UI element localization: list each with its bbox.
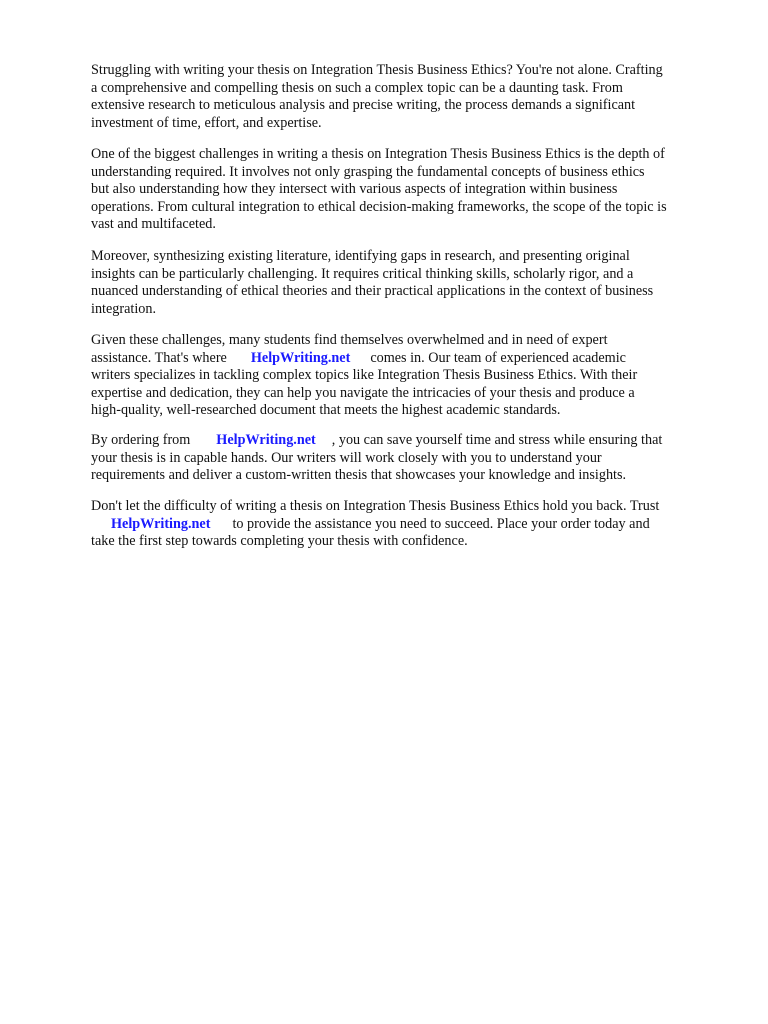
text-line-with-link [91,350,637,368]
text-line: writers specializes in tackling complex topics like Integration Thesis Business Ethics. With their [91,367,638,384]
text-segment: By ordering from [91,432,191,448]
helpwriting-link[interactable]: HelpWriting.net [111,515,211,532]
text-line-with-link [91,516,659,534]
text-line: extensive research to meticulous analysis and precise writing, the process demands a significant [91,97,636,114]
text-line: nuanced understanding of ethical theories and their practical applications in the context of business [91,283,654,300]
paragraph-literature [91,248,653,318]
helpwriting-link[interactable]: HelpWriting.net [216,432,316,448]
paragraph-intro [91,62,663,132]
text-line: requirements and deliver a custom-written thesis that showcases your knowledge and insights. [91,467,627,484]
text-segment: comes in. Our team of experienced academic [370,349,626,366]
paragraph-assistance [91,332,637,420]
paragraph-call-to-action [91,498,659,551]
text-line-with-link [91,432,662,450]
text-line: One of the biggest challenges in writing a thesis on Integration Thesis Business Ethics is the depth of [91,146,665,162]
text-line: understanding required. It involves not only grasping the fundamental concepts of business ethics [91,163,645,180]
text-line: high-quality, well-researched document that meets the highest academic standards. [91,402,561,419]
text-line: integration. [91,300,157,317]
text-line: expertise and dedication, they can help you navigate the intricacies of your thesis and produce a [91,384,635,401]
text-line: Given these challenges, many students find themselves overwhelmed and in need of expert [91,332,608,348]
helpwriting-link[interactable]: HelpWriting.net [250,349,351,366]
text-line: Struggling with writing your thesis on Integration Thesis Business Ethics? You're not alone. Crafting [91,62,663,78]
text-line: operations. From cultural integration to ethical decision-making frameworks, the scope of the topic is [91,198,667,215]
text-line: take the first step towards completing your thesis with confidence. [91,533,468,550]
text-segment: assistance. That's where [91,349,227,366]
paragraph-challenges [91,146,667,234]
text-line: investment of time, effort, and expertise. [91,114,322,131]
text-segment: , you can save yourself time and stress while ensuring that [331,432,663,448]
text-line: but also understanding how they intersect with various aspects of integration within business [91,181,618,198]
text-line: vast and multifaceted. [91,216,216,233]
paragraph-ordering [91,432,662,485]
text-line: Don't let the difficulty of writing a thesis on Integration Thesis Business Ethics hold you back. Trust [91,498,660,514]
text-segment: to provide the assistance you need to succeed. Place your order today and [232,515,650,532]
text-line: Moreover, synthesizing existing literature, identifying gaps in research, and presenting original [91,248,630,264]
text-line: a comprehensive and compelling thesis on such a complex topic can be a daunting task. From [91,79,623,96]
text-line: insights can be particularly challenging. It requires critical thinking skills, scholarly rigor, and a [91,265,634,282]
text-line: your thesis is in capable hands. Our writers will work closely with you to understand your [91,449,602,466]
